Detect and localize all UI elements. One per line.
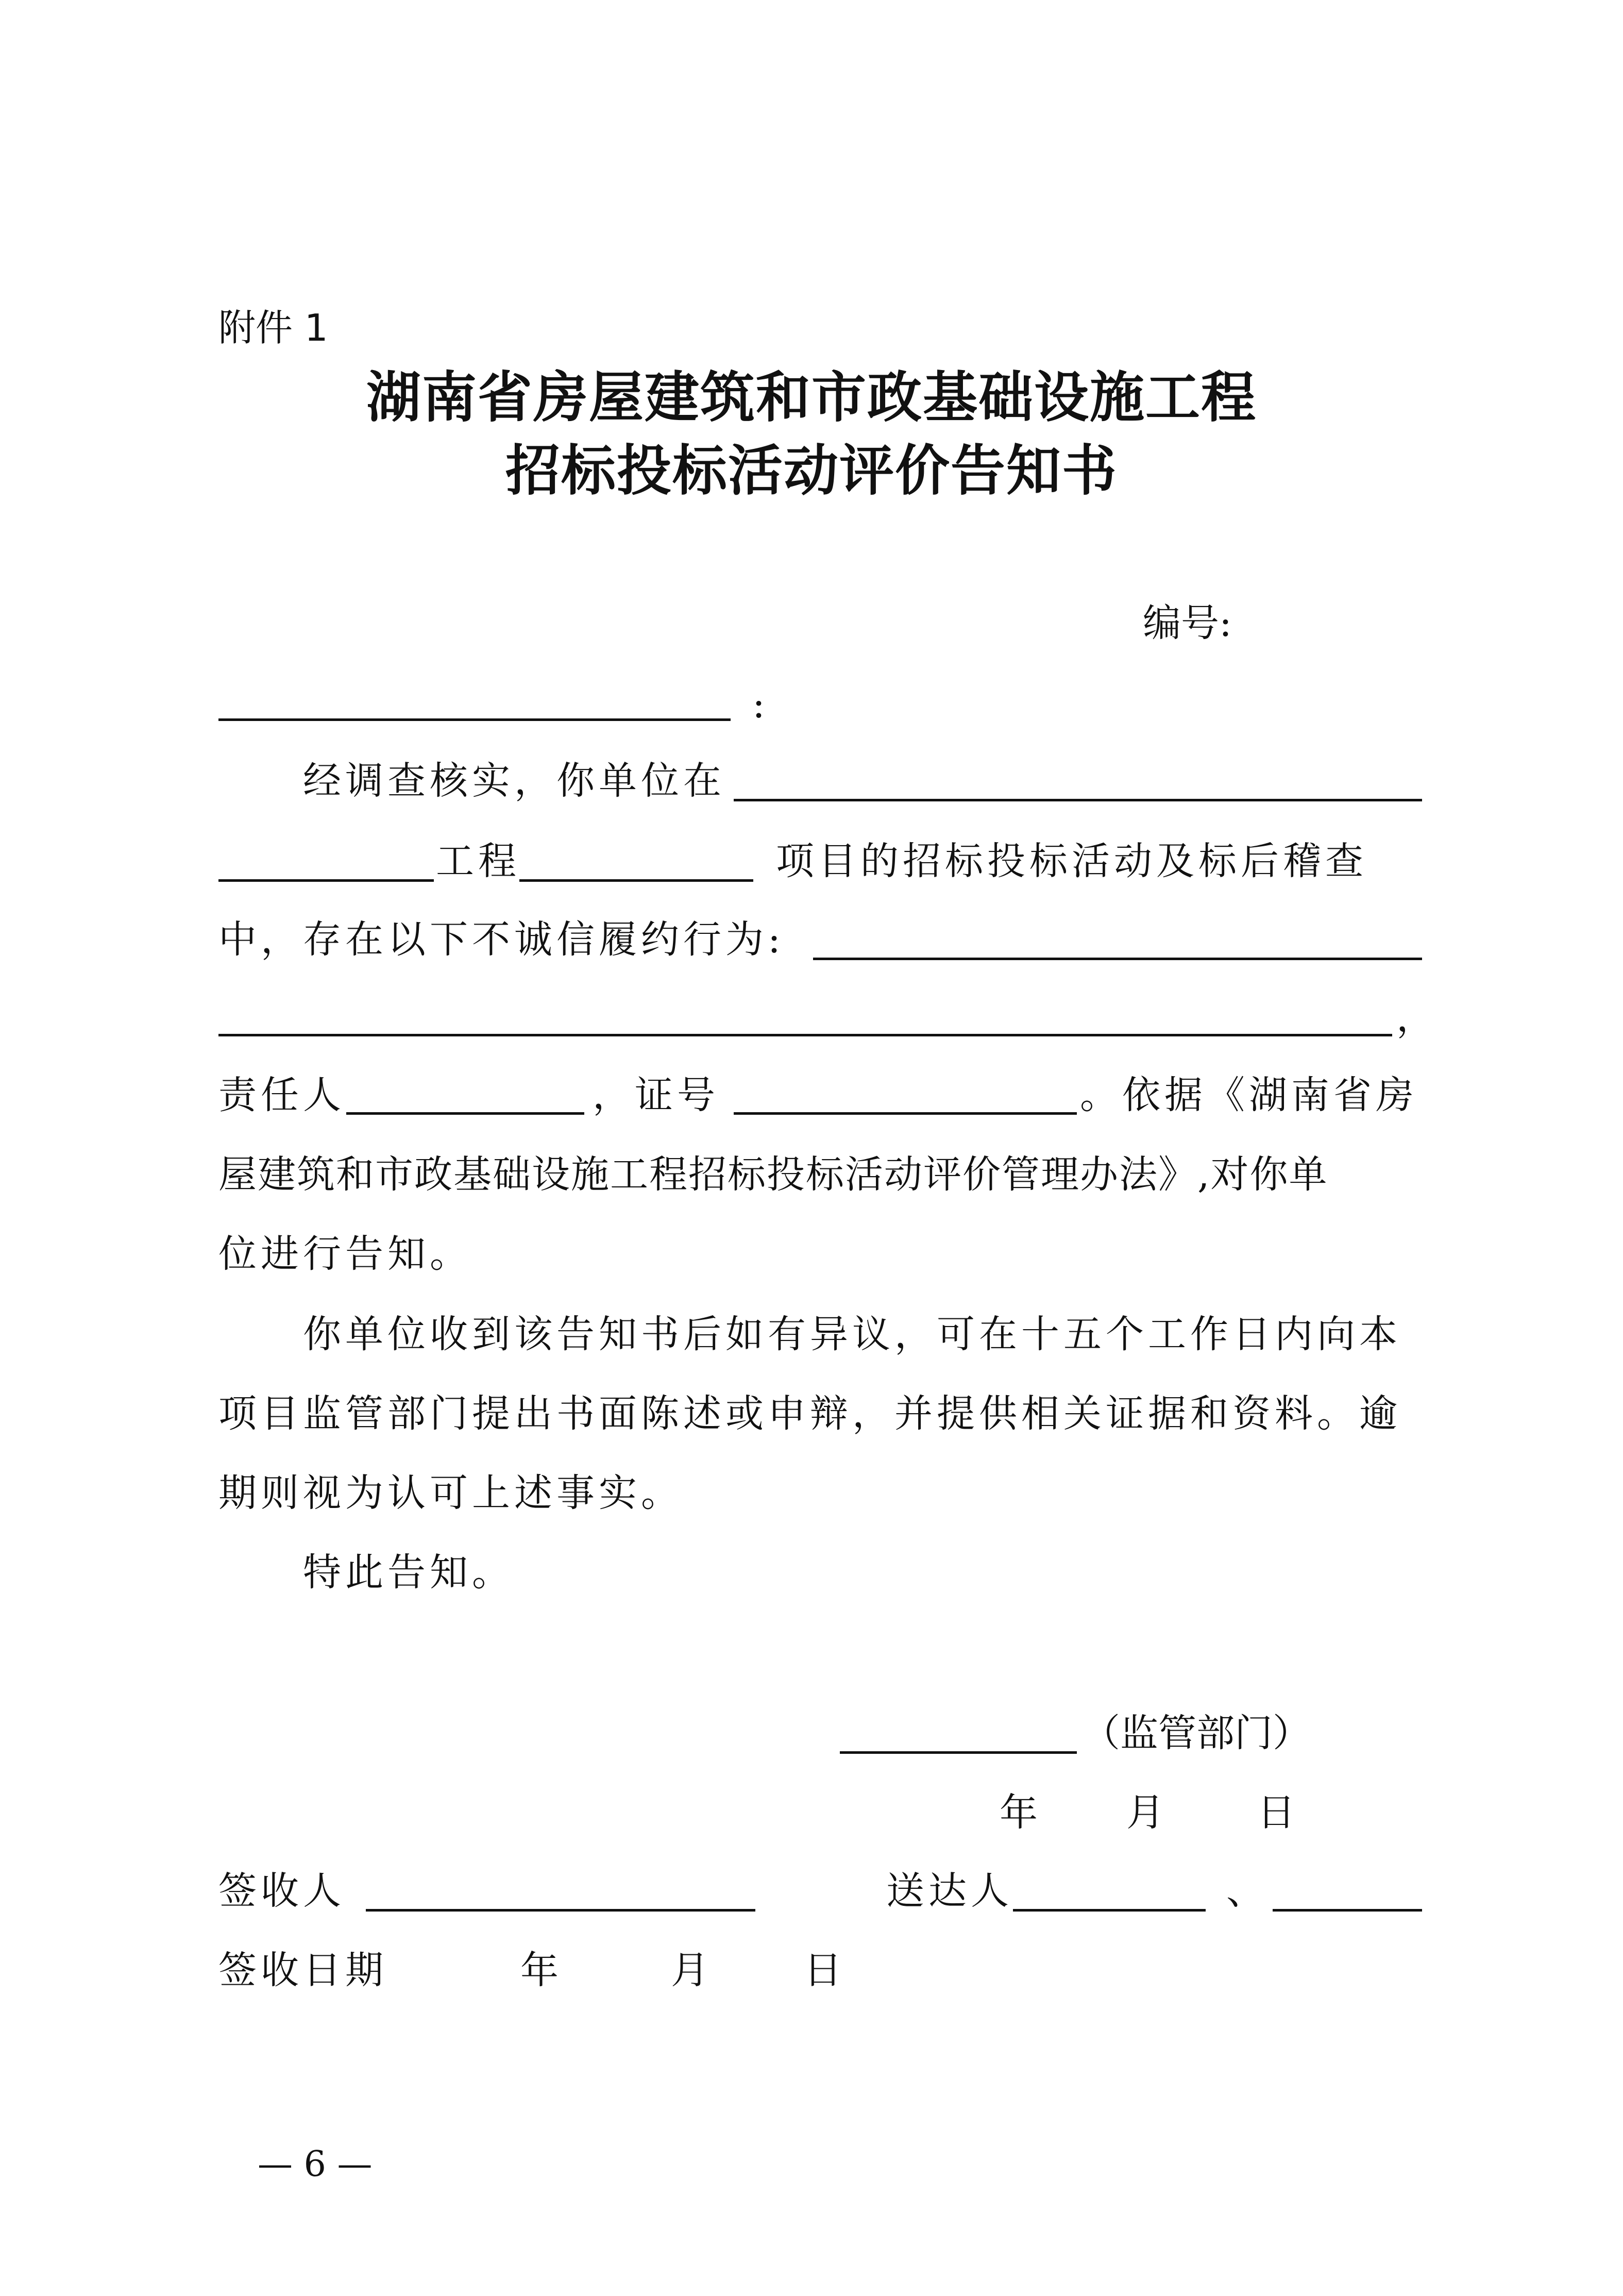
project-name-field-line[interactable]	[218, 879, 434, 882]
addressee-field-line[interactable]	[218, 718, 731, 721]
body-line-5-responsible: 责任人	[218, 1073, 345, 1117]
page-number: — 6 —	[258, 2144, 373, 2185]
body-line-2-gongcheng: 工程	[436, 839, 520, 883]
body-line-4-comma: ，	[1396, 996, 1434, 1040]
certificate-no-field-line[interactable]	[734, 1112, 1077, 1115]
body-line-6: 屋建筑和市政基础设施工程招标投标活动评价管理办法》,对你单	[218, 1152, 1328, 1197]
receipt-date-label: 签收日期	[218, 1948, 387, 1992]
deliverer-field-line-1[interactable]	[1013, 1909, 1206, 1912]
supervising-dept-field-line[interactable]	[840, 1751, 1077, 1754]
title-line-2: 招标投标活动评价告知书	[505, 438, 1118, 502]
attachment-label: 附件 1	[218, 306, 328, 349]
receipt-year-label: 年	[520, 1948, 559, 1992]
deliverer-separator: 、	[1226, 1869, 1264, 1913]
unit-name-field-line[interactable]	[734, 799, 1422, 801]
closing-statement: 特此告知。	[303, 1550, 514, 1595]
para2-line-3: 期则视为认可上述事实。	[218, 1471, 683, 1515]
signature-year-label: 年	[1000, 1790, 1038, 1835]
number-label: 编号:	[1143, 601, 1232, 645]
receipt-day-label: 日	[804, 1948, 842, 1992]
title-line-1: 湖南省房屋建筑和市政基础设施工程	[366, 365, 1257, 429]
misconduct-field-line-2[interactable]	[218, 1034, 1392, 1036]
body-line-2-rest: 项目的招标投标活动及标后稽查	[776, 839, 1367, 883]
body-line-3-text: 中，存在以下不诚信履约行为:	[218, 917, 785, 962]
addressee-colon: :	[752, 682, 765, 727]
responsible-person-field-line[interactable]	[346, 1112, 584, 1115]
misconduct-field-line-1[interactable]	[813, 958, 1422, 960]
supervising-dept-label: （监管部门）	[1082, 1711, 1311, 1755]
deliverer-field-line-2[interactable]	[1273, 1909, 1422, 1912]
signature-day-label: 日	[1257, 1790, 1295, 1835]
receipt-month-label: 月	[671, 1948, 709, 1992]
para2-line-2: 项目监管部门提出书面陈述或申辩，并提供相关证据和资料。逾	[218, 1392, 1401, 1436]
project-type-field-line[interactable]	[519, 879, 753, 882]
body-line-5-rest: 。依据《湖南省房	[1080, 1073, 1418, 1117]
signer-label: 签收人	[218, 1869, 345, 1913]
signer-field-line[interactable]	[366, 1909, 755, 1912]
deliverer-label: 送达人	[886, 1869, 1013, 1913]
body-line-5-cert: ，证号	[593, 1073, 719, 1117]
para2-line-1: 你单位收到该告知书后如有异议，可在十五个工作日内向本	[303, 1312, 1401, 1356]
body-line-7: 位进行告知。	[218, 1232, 472, 1276]
signature-month-label: 月	[1126, 1790, 1164, 1835]
body-line-1-text: 经调查核实，你单位在	[303, 759, 725, 803]
